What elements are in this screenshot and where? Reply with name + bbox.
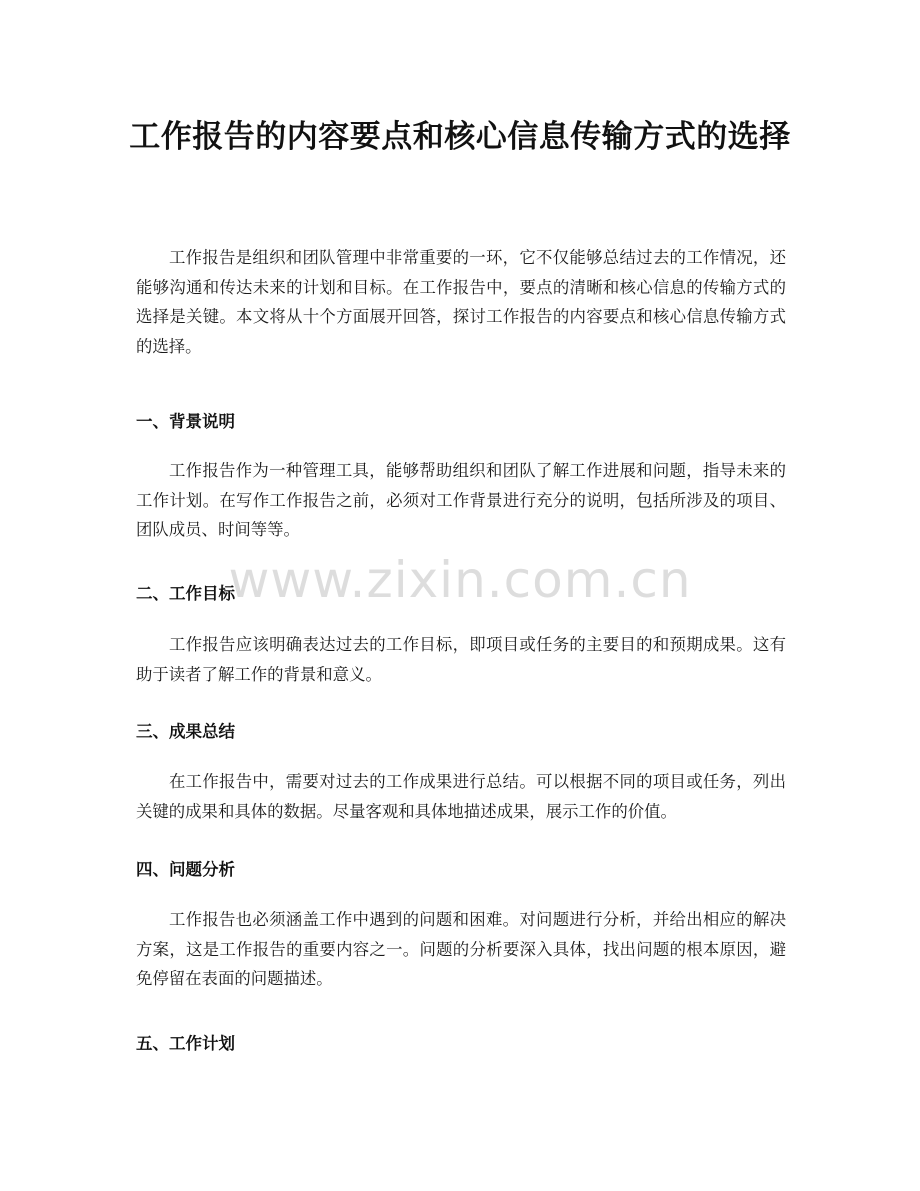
section-heading-background: 一、背景说明 <box>136 412 235 431</box>
section-body-problems: 工作报告也必须涵盖工作中遇到的问题和困难。对问题进行分析，并给出相应的解决方案，这是工作报告的重要内容之一。问题的分析要深入具体，找出问题的根本原因，避免停留在表面的问题描述。 <box>136 910 786 988</box>
section-heading-problems: 四、问题分析 <box>136 860 235 879</box>
section-heading-goals: 二、工作目标 <box>136 584 235 603</box>
watermark-text: www.zixin.com.cn <box>228 551 692 609</box>
section-body-results: 在工作报告中，需要对过去的工作成果进行总结。可以根据不同的项目或任务，列出关键的成果和具体的数据。尽量客观和具体地描述成果，展示工作的价值。 <box>136 772 786 821</box>
section-body-background: 工作报告作为一种管理工具，能够帮助组织和团队了解工作进展和问题，指导未来的工作计划。在写作工作报告之前，必须对工作背景进行充分的说明，包括所涉及的项目、团队成员、时间等等。 <box>136 461 786 539</box>
section-heading-plan: 五、工作计划 <box>136 1034 235 1053</box>
section-heading-results: 三、成果总结 <box>136 722 235 741</box>
section-body-goals: 工作报告应该明确表达过去的工作目标，即项目或任务的主要目的和预期成果。这有助于读者了解工作的背景和意义。 <box>136 635 786 684</box>
intro-paragraph: 工作报告是组织和团队管理中非常重要的一环，它不仅能够总结过去的工作情况，还能够沟通和传达未来的计划和目标。在工作报告中，要点的清晰和核心信息的传输方式的选择是关键。本文将从十个方面展开回答，探讨工作报告的内容要点和核心信息传输方式的选择。 <box>136 248 786 356</box>
document-title: 工作报告的内容要点和核心信息传输方式的选择 <box>129 119 791 155</box>
